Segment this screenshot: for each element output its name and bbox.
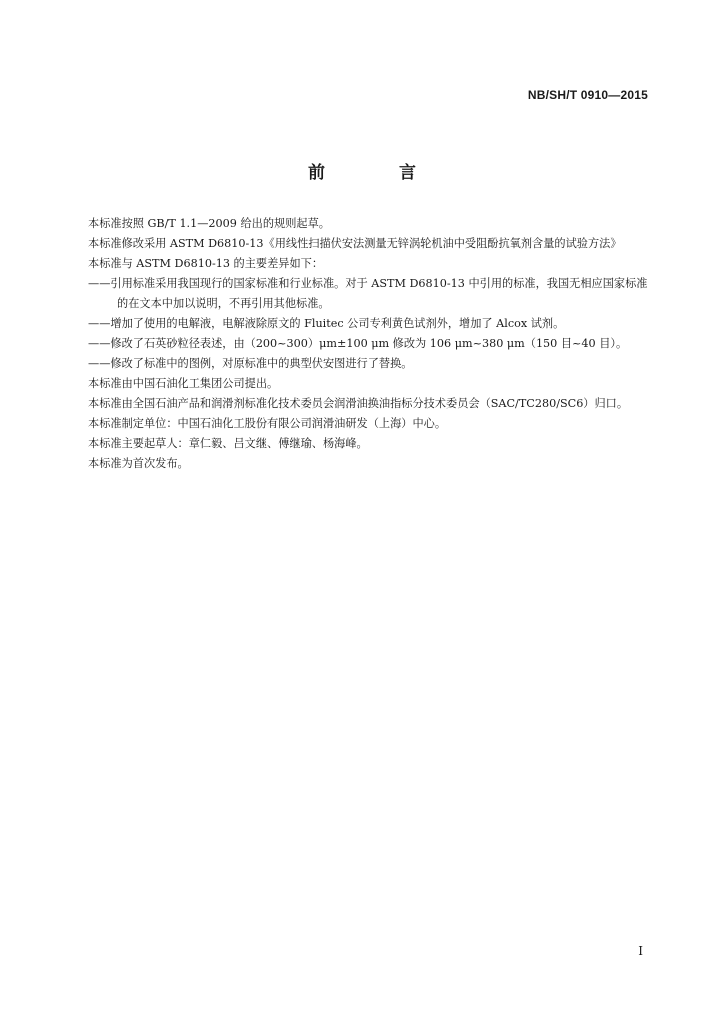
paragraph-drafting-unit: 本标准制定单位：中国石油化工股份有限公司润滑油研发（上海）中心。: [88, 417, 447, 430]
difference-item-3: ——修改了石英砂粒径表述，由（200~300）μm±100 μm 修改为 106 μm~380 μm（150 目~40 目）。: [88, 337, 628, 350]
paragraph-adoption: 本标准修改采用 ASTM D6810-13《用线性扫描伏安法测量无锌涡轮机油中受阻酚抗氧剂含量的试验方法》: [88, 237, 622, 250]
paragraph-first-release: 本标准为首次发布。: [88, 457, 189, 470]
page-title: 前 言: [308, 163, 450, 183]
foreword-body: [88, 214, 648, 474]
difference-item-2: ——增加了使用的电解液，电解液除原文的 Fluitec 公司专利黄色试剂外，增加了 Alcox 试剂。: [88, 317, 565, 330]
paragraph-differences-intro: 本标准与 ASTM D6810-13 的主要差异如下：: [88, 257, 324, 270]
standard-code: NB/SH/T 0910—2015: [527, 88, 648, 102]
difference-item-1: ——引用标准采用我国现行的国家标准和行业标准。对于 ASTM D6810-13 中引用的标准，我国无相应国家标准的在文本中加以说明，不再引用其他标准。: [88, 277, 648, 310]
paragraph-committee: 本标准由全国石油产品和润滑剂标准化技术委员会润滑油换油指标分技术委员会（SAC/TC280/SC6）归口。: [88, 397, 629, 410]
page-number: I: [638, 944, 643, 958]
paragraph-drafting-rules: 本标准按照 GB/T 1.1—2009 给出的规则起草。: [88, 217, 330, 230]
paragraph-drafters: 本标准主要起草人：章仁毅、吕文继、傅继瑜、杨海峰。: [88, 437, 368, 450]
difference-item-4: ——修改了标准中的图例，对原标准中的典型伏安图进行了替换。: [88, 357, 413, 370]
paragraph-proposer: 本标准由中国石油化工集团公司提出。: [88, 377, 279, 390]
